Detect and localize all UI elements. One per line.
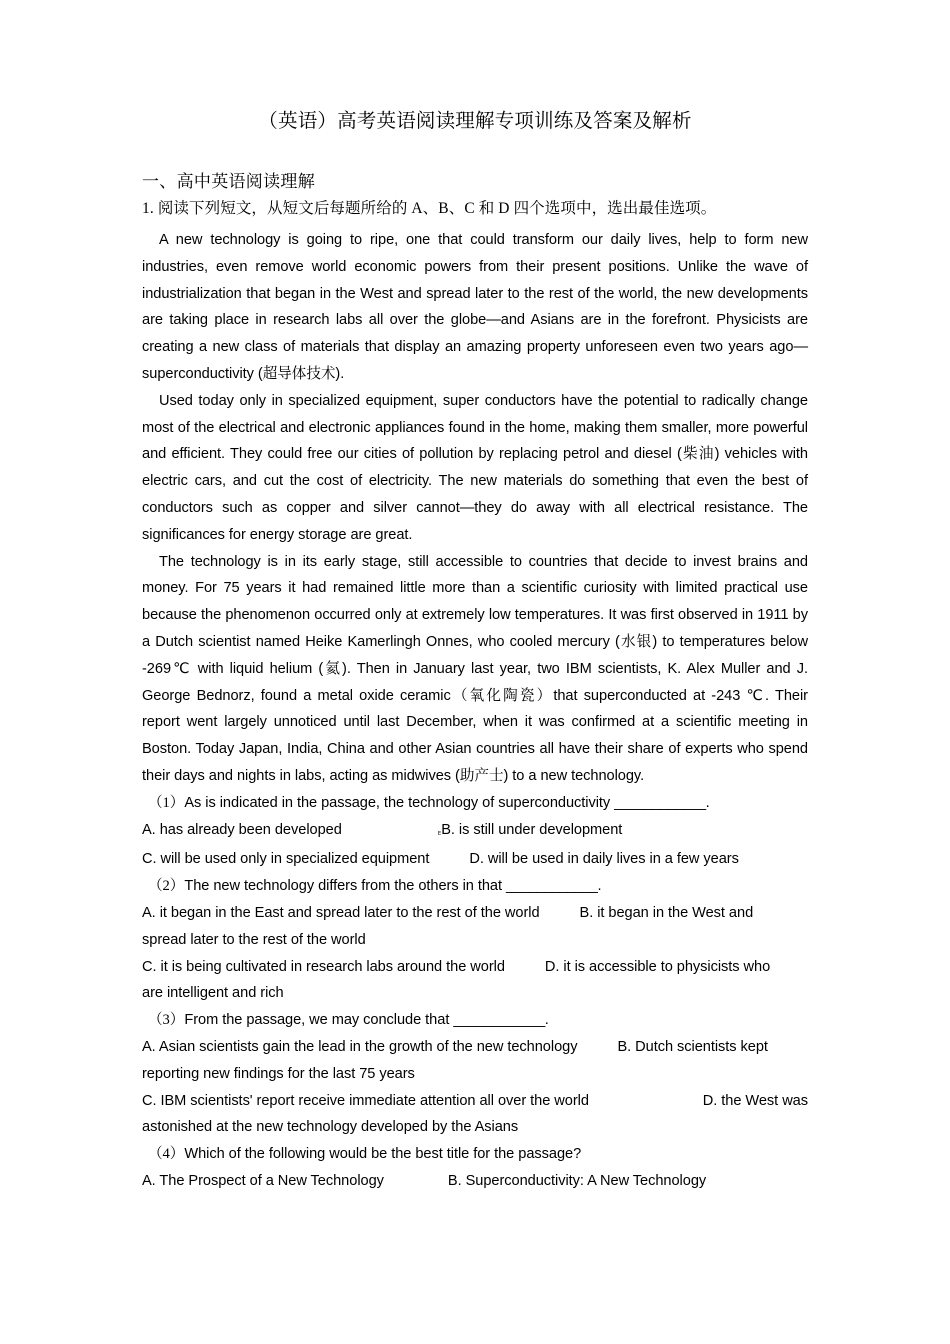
question-2-option-a[interactable]: A. it began in the East and spread later to the rest of the world	[142, 904, 540, 921]
question-4-option-a[interactable]: A. The Prospect of a New Technology	[142, 1172, 384, 1189]
question-1-blank: ____________	[614, 794, 706, 811]
question-2-options-row-1	[142, 900, 808, 927]
passage-paragraph-3: The technology is in its early stage, still accessible to countries that decide to invest brains and money. For 75 years it had remained little more than a scientific curiosity with limited practical use because the phenomenon occurred only at extremely low temperatures. It was first observed in 1911 by a Dutch scientist named Heike Kamerlingh Onnes, who cooled mercury (水银) to temperatures below -269℃ with liquid helium (氦). Then in January last year, two IBM scientists, K. Alex Muller and J. George Bednorz, found a metal oxide ceramic（氧化陶瓷）that superconducted at -243 ℃. Their report went largely unnoticed until last December, when it was confirmed at a scientific meeting in Boston. Today Japan, India, China and other Asian countries all have their share of experts who spend their days and nights in labs, acting as midwives (助产士) to a new technology.	[142, 553, 808, 784]
question-1-option-b[interactable]: B. is still under development	[441, 821, 623, 838]
question-3-text: From the passage, we may conclude that	[184, 1012, 450, 1029]
question-2-blank: ____________	[506, 878, 598, 895]
document-content	[142, 0, 808, 1195]
question-3-option-b-continued[interactable]: reporting new findings for the last 75 years	[142, 1065, 415, 1082]
question-1-option-c[interactable]: C. will be used only in specialized equipment	[142, 851, 430, 868]
question-3-options-row-2	[142, 1088, 808, 1115]
question-2-option-b-part1[interactable]: B. it began in the West and	[579, 904, 754, 921]
question-4-option-b[interactable]: B. Superconductivity: A New Technology	[447, 1172, 707, 1189]
question-2-stem	[142, 873, 808, 900]
question-1-stem	[142, 790, 808, 817]
question-2-option-b-continued[interactable]: spread later to the rest of the world	[142, 931, 366, 948]
section-heading: 一、高中英语阅读理解	[142, 172, 315, 191]
question-1-text: As is indicated in the passage, the technology of superconductivity	[184, 794, 611, 811]
question-1-options-row-2	[142, 846, 808, 873]
question-2-option-c[interactable]: C. it is being cultivated in research labs around the world	[142, 958, 505, 975]
exercise-number: 1.	[142, 200, 154, 217]
question-2-option-d-part1[interactable]: D. it is accessible to physicists who	[544, 958, 771, 975]
question-3-options-row-1	[142, 1034, 808, 1061]
ocr-artifact-glyph: ᴇ	[437, 829, 442, 837]
passage-paragraph-1: A new technology is going to ripe, one that could transform our daily lives, help to form new industries, even remove world economic powers from their present positions. Unlike the wave of industrialization that began in the West and spread later to the rest of the world, the new developments are taking place in research labs all over the globe—and Asians are in the forefront. Physicists are creating a new class of materials that display an amazing property unforeseen even two years ago—superconductivity (超导体技术).	[142, 232, 808, 382]
question-1-number: （1）	[148, 794, 185, 811]
question-1-options-row-1	[142, 817, 808, 847]
question-3-option-b-part1[interactable]: B. Dutch scientists kept	[617, 1038, 768, 1055]
question-4-number: （4）	[148, 1146, 185, 1163]
question-2-option-d-continued[interactable]: are intelligent and rich	[142, 985, 284, 1002]
question-2-number: （2）	[148, 878, 185, 895]
exercise-prompt	[142, 196, 808, 221]
question-3-option-a[interactable]: A. Asian scientists gain the lead in the growth of the new technology	[142, 1038, 578, 1055]
question-3-blank: ____________	[453, 1012, 545, 1029]
question-2-options-row-2	[142, 954, 808, 981]
question-3-option-d-continued[interactable]: astonished at the new technology developed by the Asians	[142, 1119, 519, 1136]
question-3-number: （3）	[148, 1012, 185, 1029]
question-3-option-c[interactable]: C. IBM scientists' report receive immediate attention all over the world	[142, 1092, 589, 1109]
question-1-option-a[interactable]: A. has already been developed	[142, 821, 342, 838]
question-2-text: The new technology differs from the others in that	[184, 878, 503, 895]
question-4-options-row-1	[142, 1168, 808, 1195]
passage-paragraph-2: Used today only in specialized equipment, super conductors have the potential to radically change most of the electrical and electronic appliances found in the home, making them smaller, more powerful and efficient. They could free our cities of pollution by replacing petrol and diesel (柴油) vehicles with electric cars, and cut the cost of electricity. The new materials do something that even the best of conductors such as copper and silver cannot—they do away with all electrical resistance. The significances for energy storage are great.	[142, 392, 808, 543]
question-3-stem	[142, 1007, 808, 1034]
exercise-instruction: 阅读下列短文，从短文后每题所给的 A、B、C 和 D 四个选项中，选出最佳选项。	[157, 200, 717, 217]
question-1-option-d[interactable]: D. will be used in daily lives in a few years	[469, 851, 739, 868]
question-3-period: .	[544, 1012, 549, 1029]
page-title: （英语）高考英语阅读理解专项训练及答案及解析	[258, 111, 692, 132]
question-1-period: .	[705, 794, 710, 811]
question-4-stem	[142, 1141, 808, 1168]
question-4-text: Which of the following would be the best title for the passage?	[184, 1146, 582, 1163]
question-3-option-d-part1[interactable]: D. the West was	[702, 1092, 808, 1109]
question-2-period: .	[597, 878, 602, 895]
